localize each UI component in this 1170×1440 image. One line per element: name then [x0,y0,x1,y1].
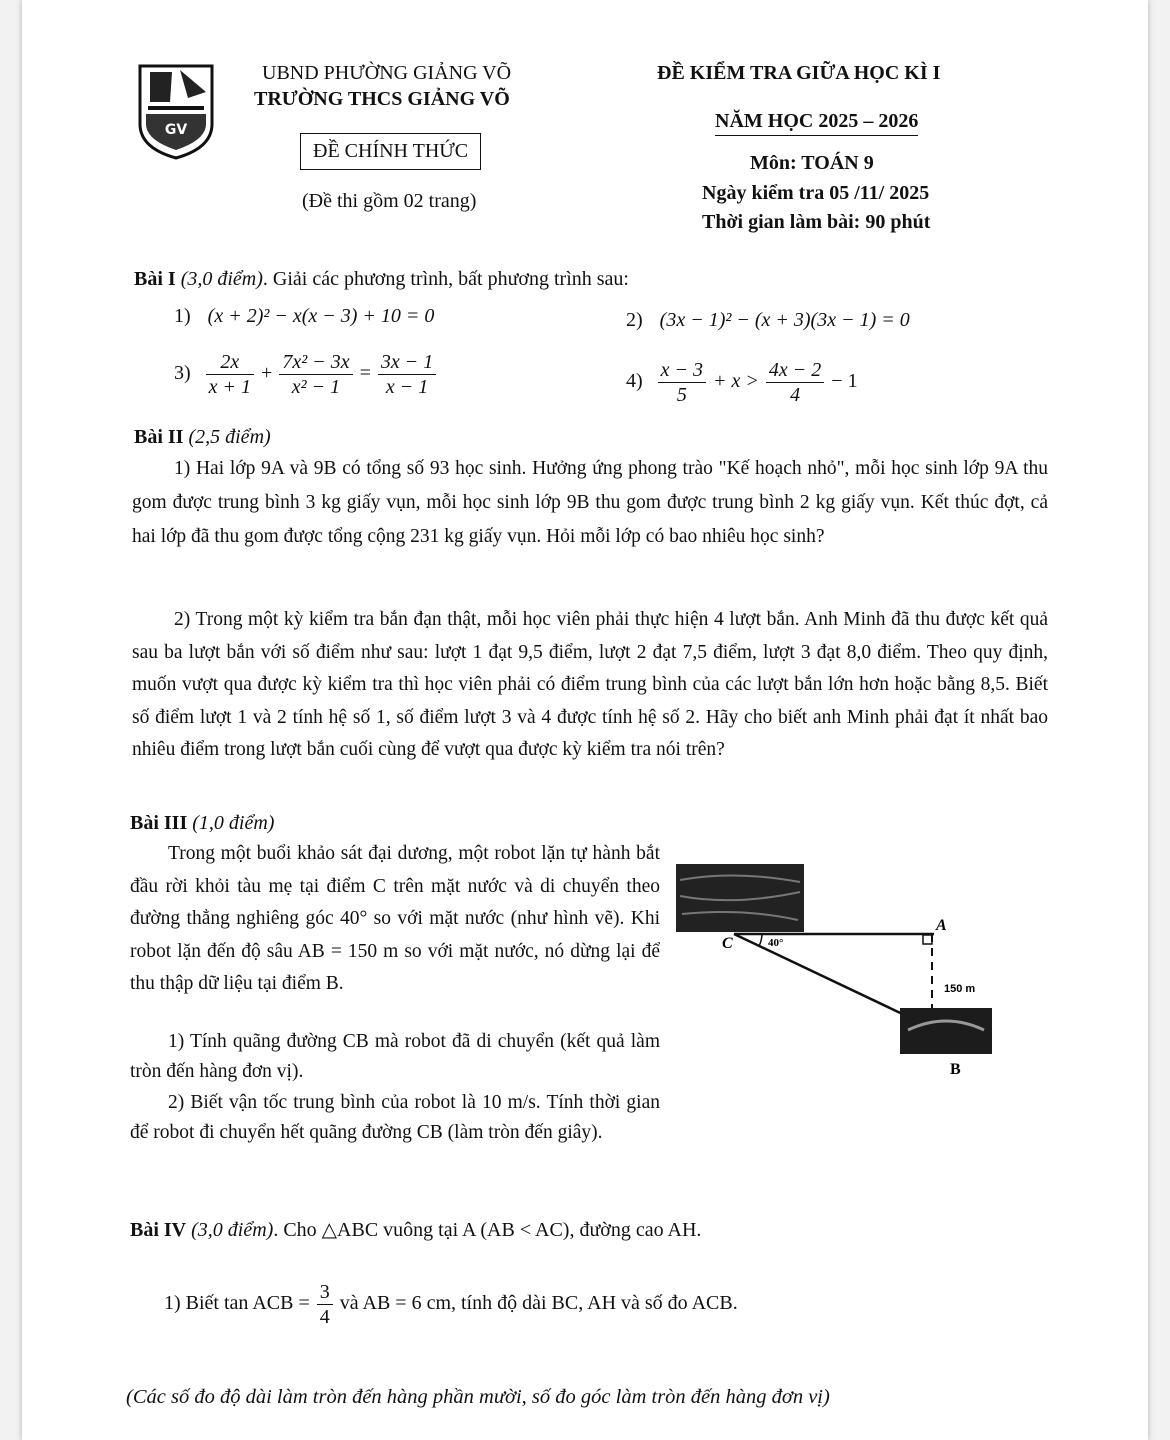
bai3-question-2: 2) Biết vận tốc trung bình của robot là 10 m/s. Tính thời gian để robot đi chuyển hết quãng đường CB (làm tròn đến giây). [130,1092,660,1143]
label-angle: 40° [768,937,784,949]
subject: Môn: TOÁN 9 [750,152,874,174]
bai1-q4-fraction-1: $\frac{x - 3}{5}$ [658,358,706,407]
exam-duration: Thời gian làm bài: 90 phút [702,211,931,233]
exam-sheet [22,0,1148,1440]
bai4-rounding-note: (Các số đo độ dài làm tròn đến hàng phần mười, số đo góc làm tròn đến hàng đơn vị) [126,1386,830,1408]
page-count: (Đề thi gồm 02 trang) [302,190,477,212]
bai1-q4-end: − 1 [831,370,858,393]
bai1-q1 [174,305,434,328]
bai1-points: (3,0 điểm) [180,268,263,290]
bai4-question-1 [164,1280,738,1329]
bai1-q4 [626,358,858,407]
bai4-title: Bài IV [130,1219,187,1241]
svg-text:GV: GV [164,122,188,138]
label-b: B [950,1061,961,1078]
label-a: A [936,917,947,934]
school-name: TRƯỜNG THCS GIẢNG VÕ [254,88,510,110]
bai1-q1-equation: (x + 2)² − x(x − 3) + 10 = 0 [207,305,435,327]
label-c: C [722,935,733,952]
authority-name: UBND PHƯỜNG GIẢNG VÕ [262,62,512,84]
bai4-q1-pre: 1) Biết tan ACB = [164,1292,310,1315]
bai4-prompt: . Cho △ABC vuông tại A (AB < AC), đường cao AH. [273,1219,702,1241]
bai3-points: (1,0 điểm) [192,812,275,834]
bai2-problem-2: 2) Trong một kỳ kiểm tra bắn đạn thật, mỗi học viên phải thực hiện 4 lượt bắn. Anh Minh đã thu được kết quả sau ba lượt bắn với số điểm như sau: lượt 1 đạt 9,5 điểm, lượt 2 đạt 7,5 điểm, lượt 3 đạt 8,0 điểm. Theo quy định, muốn vượt qua được kỳ kiểm tra thì học viên phải có điểm trung bình của các lượt bắn lớn hơn hoặc bằng 8,5. Biết số điểm lượt 1 và 2 tính hệ số 1, số điểm lượt 3 và 4 được tính hệ số 2. Hãy cho biết anh Minh phải đạt ít nhất bao nhiêu điểm trong lượt bắn cuối cùng để vượt qua được kỳ kiểm tra nói trên? [132,609,1048,760]
bai2-points: (2,5 điểm) [188,426,271,448]
bai1-q4-fraction-2: $\frac{4x - 2}{4}$ [766,358,824,407]
bai1-q4-middle: + x > [713,370,759,393]
bai1-q2-label: 2) [626,309,643,331]
bai4-q1-post: và AB = 6 cm, tính độ dài BC, AH và số đo ACB. [339,1292,738,1315]
bai4-heading [130,1213,701,1247]
bai3-title: Bài III [130,812,188,834]
bai3-question-1: 1) Tính quãng đường CB mà robot đã di chuyển (kết quả làm tròn đến hàng đơn vị). [130,1031,660,1082]
exam-title: ĐỀ KIỂM TRA GIỮA HỌC KÌ I [657,62,941,84]
bai3-intro: Trong một buổi khảo sát đại dương, một robot lặn tự hành bắt đầu rời khỏi tàu mẹ tại điểm C trên mặt nước và di chuyển theo đường thẳng nghiêng góc 40° so với mặt nước (như hình vẽ). Khi robot lặn đến độ sâu AB = 150 m so với mặt nước, nó dừng lại để thu thập dữ liệu tại điểm B. [130,843,660,994]
school-emblem-icon [136,62,216,162]
bai1-q3-fraction-1: $\frac{2x}{x + 1}$ [206,350,254,399]
school-year: NĂM HỌC 2025 – 2026 [715,110,918,136]
robot-image [900,1008,992,1054]
bai1-title: Bài I [134,268,176,290]
bai1-q4-label: 4) [626,370,643,393]
bai3-heading [130,806,274,840]
bai1-q2 [626,309,910,332]
bai1-q1-label: 1) [174,305,191,327]
bai1-q3-fraction-3: $\frac{3x - 1}{x - 1}$ [378,350,436,399]
bai1-q3: 3) $\frac{2x}{x + 1}$ + $\frac{\text{7x² − 3x}}{\text{x² − 1}}$ = $\frac{3x - 1}{x - 1}$ [174,350,438,399]
right-angle-mark [923,935,932,944]
bai4-points: (3,0 điểm) [191,1219,274,1241]
exam-date: Ngày kiểm tra 05 /11/ 2025 [702,182,930,204]
bai3-figure [674,862,1014,1082]
bai2-problem-1: 1) Hai lớp 9A và 9B có tổng số 93 học sinh. Hưởng ứng phong trào "Kế hoạch nhỏ", mỗi học sinh lớp 9A thu gom được trung bình 3 kg giấy vụn, mỗi học sinh lớp 9B thu gom được trung bình 2 kg giấy vụn. Kết thúc đợt, cả hai lớp đã thu gom được tổng cộng 231 kg giấy vụn. Hỏi mỗi lớp có bao nhiêu học sinh? [132,458,1048,547]
label-depth: 150 m [944,983,976,995]
bai2-heading [134,420,271,454]
angle-arc [759,934,762,946]
bai1-prompt: . Giải các phương trình, bất phương trình sau: [262,268,629,290]
bai2-title: Bài II [134,426,184,448]
bai1-q3-label: 3) [174,362,191,385]
bai1-q3-fraction-2: $\frac{\text{7x² − 3x}}{\text{x² − 1}}$ [279,350,352,399]
official-stamp: ĐỀ CHÍNH THỨC [300,133,481,170]
bai1-q2-equation: (3x − 1)² − (x + 3)(3x − 1) = 0 [659,309,910,331]
bai1-heading [134,262,629,296]
bai4-q1-fraction: $\frac{3}{4}$ [317,1280,333,1329]
